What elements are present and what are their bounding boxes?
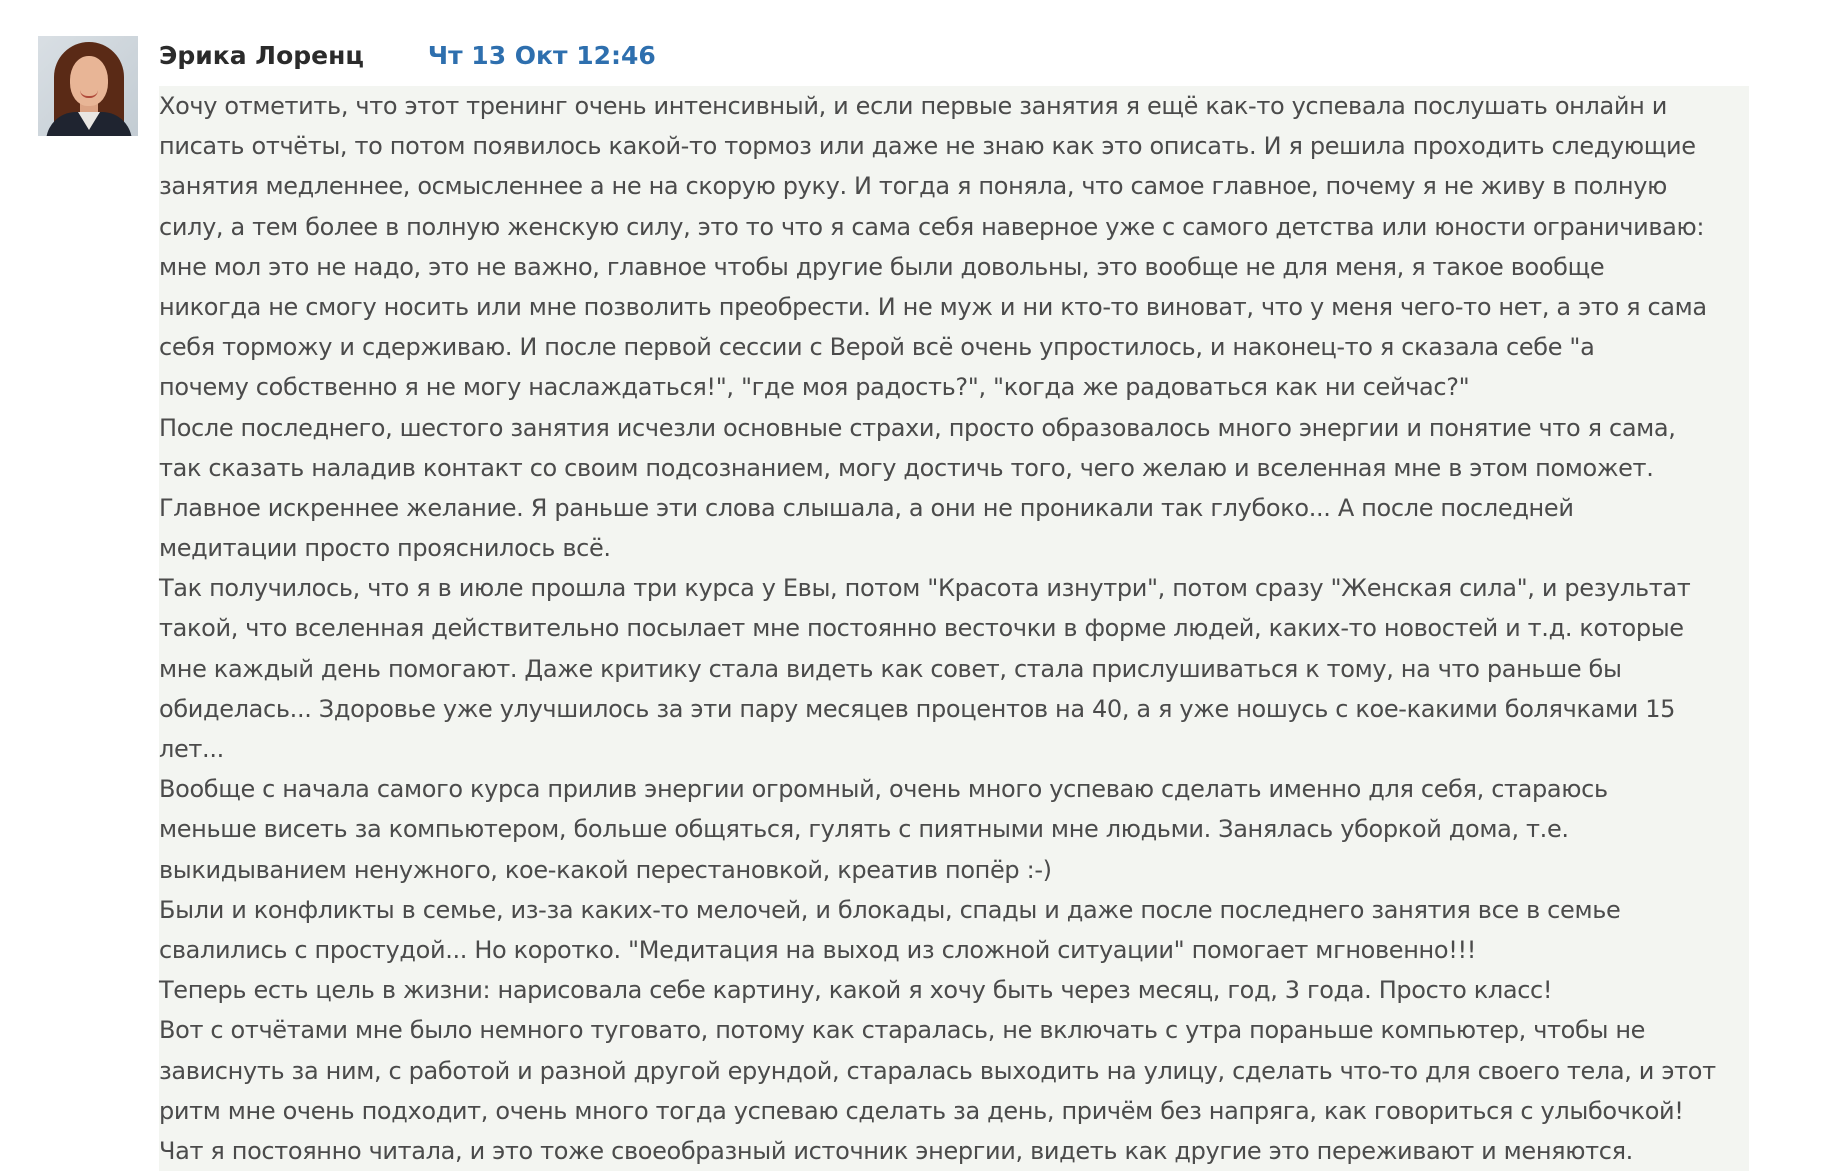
post-text-line: так сказать наладив контакт со своим подсознанием, могу достичь того, чего желаю и вселенная мне в этом поможет. bbox=[159, 453, 1654, 482]
post-text-line: обиделась... Здоровье уже улучшилось за эти пару месяцев процентов на 40, а я уже ношусь с кое-какими болячками 15 bbox=[159, 694, 1676, 723]
post-text-line: зависнуть за ним, с работой и разной другой ерундой, старалась выходить на улицу, сделать что-то для своего тела, и этот bbox=[159, 1056, 1716, 1085]
post-body bbox=[159, 86, 1749, 1171]
post-text-line: мне мол это не надо, это не важно, главное чтобы другие были довольны, это вообще не для меня, я такое вообще bbox=[159, 252, 1605, 281]
post-text-line: Вообще с начала самого курса прилив энергии огромный, очень много успеваю сделать именно для себя, стараюсь bbox=[159, 775, 1608, 804]
post-text-line: медитации просто прояснилось всё. bbox=[159, 534, 611, 563]
post-text-line: Так получилось, что я в июле прошла три курса у Евы, потом "Красота изнутри", потом сразу "Женская сила", и результат bbox=[159, 574, 1691, 603]
post-text-line: никогда не смогу носить или мне позволить преобрести. И не муж и ни кто-то виноват, что у меня чего-то нет, а это я сама bbox=[159, 292, 1707, 321]
post-text-line: себя торможу и сдерживаю. И после первой сессии с Верой всё очень упростилось, и наконец-то я сказала себе "а bbox=[159, 333, 1595, 362]
post-text-line: меньше висеть за компьютером, больше общяться, гулять с пиятными мне людьми. Занялась уборкой дома, т.е. bbox=[159, 815, 1569, 844]
post-text-line: ритм мне очень подходит, очень много тогда успеваю сделать за день, причём без напряга, как говориться с улыбочкой! bbox=[159, 1096, 1684, 1125]
author-name[interactable]: Эрика Лоренц bbox=[159, 40, 364, 70]
post-text-line: Вот с отчётами мне было немного туговато, потому как старалась, не включать с утра пораньше компьютер, чтобы не bbox=[159, 1016, 1646, 1045]
post-text-line: Теперь есть цель в жизни: нарисовала себе картину, какой я хочу быть через месяц, год, 3 года. Просто класс! bbox=[159, 976, 1553, 1005]
avatar[interactable] bbox=[38, 36, 138, 136]
post-text-line: силу, а тем более в полную женскую силу, это то что я сама себя наверное уже с самого детства или юности ограничиваю: bbox=[159, 212, 1705, 241]
post-text-line: занятия медленнее, осмысленнее а не на скорую руку. И тогда я поняла, что самое главное, почему я не живу в полную bbox=[159, 172, 1667, 201]
post-text-line: Хочу отметить, что этот тренинг очень интенсивный, и если первые занятия я ещё как-то успевала послушать онлайн и bbox=[159, 92, 1667, 120]
post-header bbox=[159, 36, 656, 74]
post-text-line: выкидыванием ненужного, кое-какой перестановкой, креатив попёр :-) bbox=[159, 855, 1052, 884]
post-timestamp[interactable]: Чт 13 Окт 12:46 bbox=[427, 40, 656, 70]
avatar-face bbox=[70, 56, 108, 106]
post-text-line: Главное искреннее желание. Я раньше эти слова слышала, а они не проникали так глубоко... А после последней bbox=[159, 493, 1574, 522]
post-text-line: почему собственно я не могу наслаждаться!", "где моя радость?", "когда же радоваться как ни сейчас?" bbox=[159, 373, 1470, 402]
post-text-line: Чат я постоянно читала, и это тоже своеобразный источник энергии, видеть как другие это переживают и меняются. bbox=[159, 1136, 1633, 1165]
post-text-line: Были и конфликты в семье, из-за каких-то мелочей, и блокады, спады и даже после последнего занятия все в семье bbox=[159, 895, 1621, 924]
post-text-line: писать отчёты, то потом появилось какой-то тормоз или даже не знаю как это описать. И я решила проходить следующие bbox=[159, 132, 1696, 161]
post-text-line: мне каждый день помогают. Даже критику стала видеть как совет, стала прислушиваться к тому, на что раньше бы bbox=[159, 654, 1622, 683]
post-text-line: свалились с простудой... Но коротко. "Медитация на выход из сложной ситуации" помогает мгновенно!!! bbox=[159, 935, 1477, 964]
post-text-line: После последнего, шестого занятия исчезли основные страхи, просто образовалось много энергии и понятие что я сама, bbox=[159, 413, 1676, 442]
post-text-line: такой, что вселенная действительно посылает мне постоянно весточки в форме людей, каких-то новостей и т.д. которые bbox=[159, 614, 1684, 643]
post-text-line: лет... bbox=[159, 735, 224, 763]
